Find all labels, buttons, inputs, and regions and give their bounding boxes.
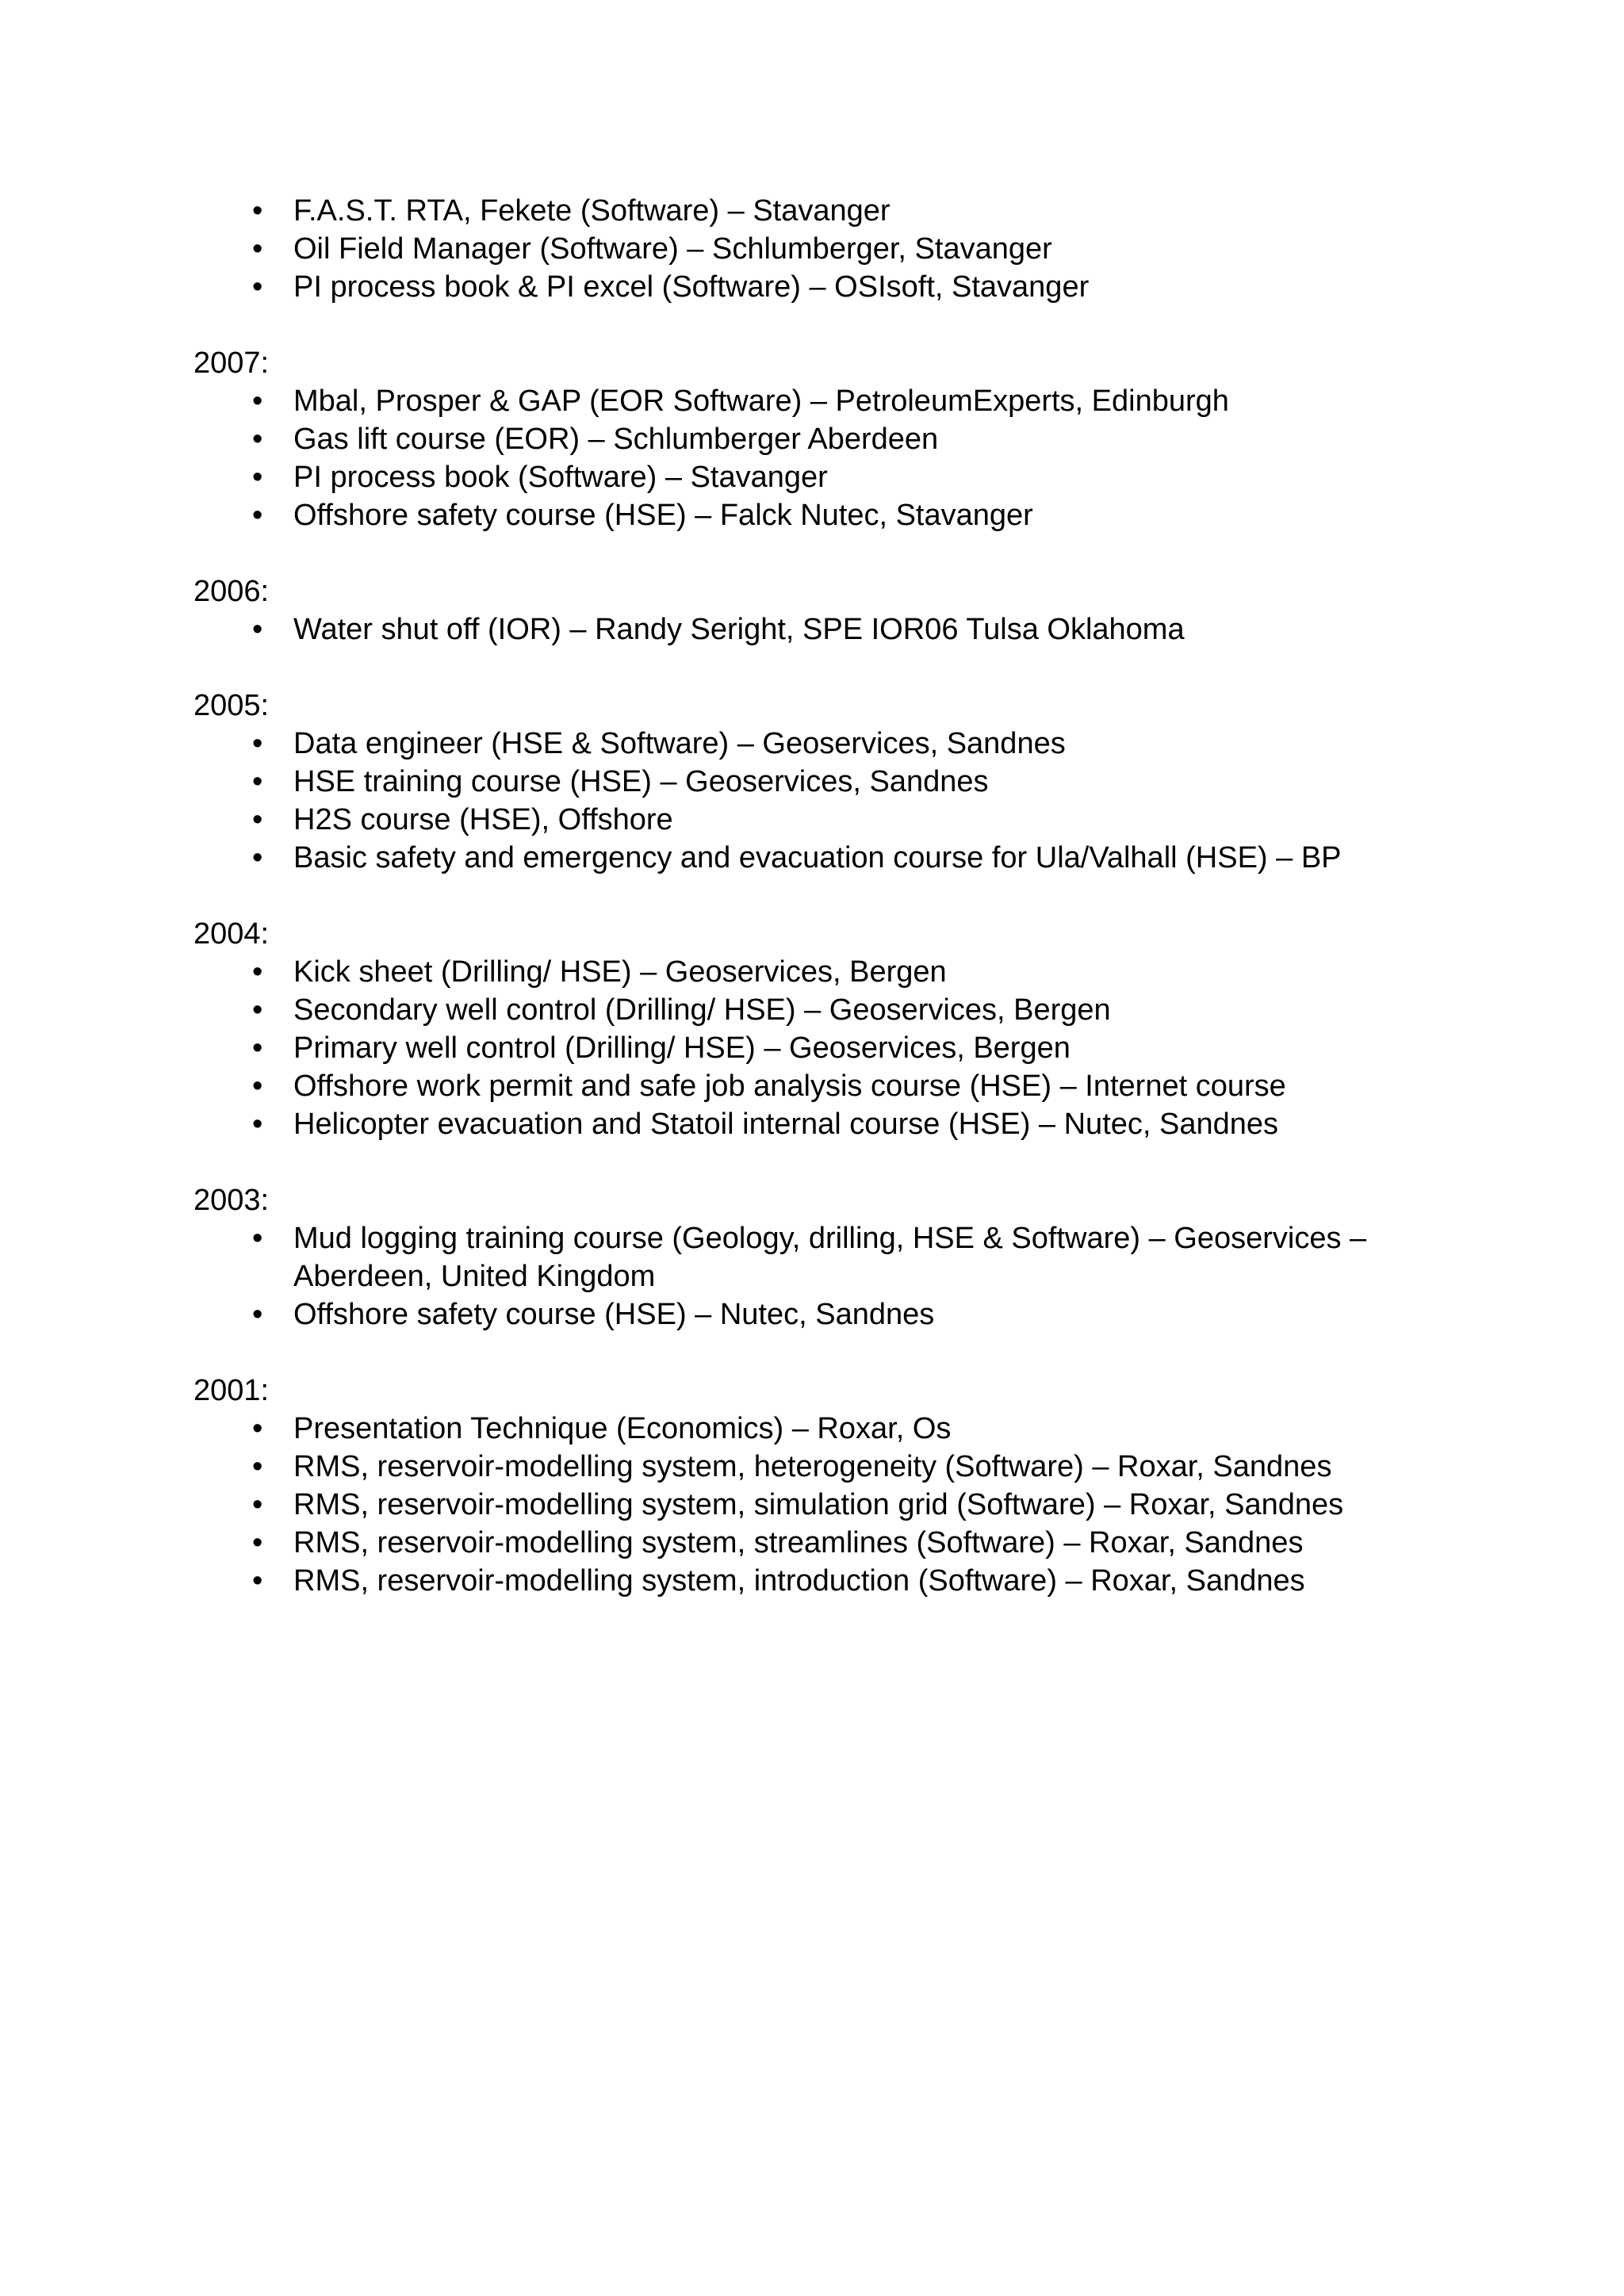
year-heading-2001: 2001: <box>193 1374 270 1407</box>
list-item <box>193 1524 1431 1562</box>
course-entry: Mud logging training course (Geology, drilling, HSE & Software) – Geoservices – Aberdeen, United Kingdom <box>293 1222 1367 1293</box>
course-entry: Helicopter evacuation and Statoil internal course (HSE) – Nutec, Sandnes <box>293 1108 1279 1141</box>
course-entry: Data engineer (HSE & Software) – Geoservices, Sandnes <box>293 727 1066 760</box>
bullet-icon: • <box>252 955 263 989</box>
bullet-icon: • <box>252 1488 263 1521</box>
bullet-icon: • <box>252 1564 263 1598</box>
list-item <box>193 1105 1431 1143</box>
course-entry: Basic safety and emergency and evacuation course for Ula/Valhall (HSE) – BP <box>293 841 1342 874</box>
bullet-icon: • <box>252 423 263 456</box>
bullet-icon: • <box>252 1031 263 1065</box>
bullet-icon: • <box>252 461 263 494</box>
bullet-icon: • <box>252 232 263 266</box>
bullet-icon: • <box>252 1222 263 1255</box>
course-entry: HSE training course (HSE) – Geoservices, Sandnes <box>293 765 989 798</box>
list-item <box>193 192 1431 230</box>
course-entry: RMS, reservoir-modelling system, streamlines (Software) – Roxar, Sandnes <box>293 1526 1304 1559</box>
course-entry: F.A.S.T. RTA, Fekete (Software) – Stavanger <box>293 194 891 228</box>
list-item <box>193 1067 1431 1105</box>
list-item <box>193 1562 1431 1600</box>
list-item <box>193 725 1431 763</box>
bullet-icon: • <box>252 499 263 532</box>
bullet-icon: • <box>252 385 263 418</box>
list-item <box>193 763 1431 801</box>
course-entry: Secondary well control (Drilling/ HSE) – Geoservices, Bergen <box>293 993 1111 1027</box>
course-entry: Offshore safety course (HSE) – Nutec, Sandnes <box>293 1298 935 1331</box>
bullet-icon: • <box>252 1450 263 1483</box>
course-entry: RMS, reservoir-modelling system, heterogeneity (Software) – Roxar, Sandnes <box>293 1450 1332 1483</box>
course-entry: Primary well control (Drilling/ HSE) – Geoservices, Bergen <box>293 1031 1071 1065</box>
course-entry: Gas lift course (EOR) – Schlumberger Aberdeen <box>293 423 939 456</box>
bullet-icon: • <box>252 1108 263 1141</box>
course-entry: Presentation Technique (Economics) – Roxar, Os <box>293 1412 952 1445</box>
bullet-icon: • <box>252 1298 263 1331</box>
list-item <box>193 1448 1431 1486</box>
course-entry: Oil Field Manager (Software) – Schlumberger, Stavanger <box>293 232 1052 266</box>
list-item <box>193 839 1431 877</box>
bullet-icon: • <box>252 841 263 874</box>
course-list-2004 <box>193 953 1431 1143</box>
list-item <box>193 1029 1431 1067</box>
course-list-2003 <box>193 1219 1431 1334</box>
list-item <box>193 1295 1431 1334</box>
course-entry: Kick sheet (Drilling/ HSE) – Geoservices, Bergen <box>293 955 947 989</box>
list-item <box>193 230 1431 268</box>
bullet-icon: • <box>252 1412 263 1445</box>
course-list-2007 <box>193 382 1431 534</box>
list-item <box>193 1486 1431 1524</box>
course-list-2005 <box>193 725 1431 877</box>
list-item <box>193 420 1431 458</box>
course-list-content <box>193 192 1431 1600</box>
list-item <box>193 953 1431 991</box>
course-entry: H2S course (HSE), Offshore <box>293 803 673 836</box>
bullet-icon: • <box>252 613 263 646</box>
year-heading-2003: 2003: <box>193 1184 270 1217</box>
list-item <box>193 801 1431 839</box>
bullet-icon: • <box>252 270 263 304</box>
course-entry: PI process book (Software) – Stavanger <box>293 461 828 494</box>
course-list-2001 <box>193 1410 1431 1600</box>
year-heading-2006: 2006: <box>193 575 270 608</box>
bullet-icon: • <box>252 727 263 760</box>
course-entry: RMS, reservoir-modelling system, introduction (Software) – Roxar, Sandnes <box>293 1564 1305 1598</box>
bullet-icon: • <box>252 1070 263 1103</box>
course-entry: Water shut off (IOR) – Randy Seright, SPE IOR06 Tulsa Oklahoma <box>293 613 1185 646</box>
bullet-icon: • <box>252 1526 263 1559</box>
year-heading-2007: 2007: <box>193 346 270 380</box>
list-item <box>193 268 1431 306</box>
list-item <box>193 1219 1431 1295</box>
bullet-icon: • <box>252 803 263 836</box>
list-item <box>193 1410 1431 1448</box>
list-item <box>193 991 1431 1029</box>
intro-course-list <box>193 192 1431 306</box>
course-list-2006 <box>193 610 1431 649</box>
year-heading-2005: 2005: <box>193 689 270 722</box>
bullet-icon: • <box>252 765 263 798</box>
list-item <box>193 496 1431 534</box>
course-entry: RMS, reservoir-modelling system, simulation grid (Software) – Roxar, Sandnes <box>293 1488 1344 1521</box>
list-item <box>193 610 1431 649</box>
bullet-icon: • <box>252 993 263 1027</box>
course-entry: Mbal, Prosper & GAP (EOR Software) – PetroleumExperts, Edinburgh <box>293 385 1229 418</box>
list-item <box>193 458 1431 496</box>
bullet-icon: • <box>252 194 263 228</box>
course-entry: Offshore safety course (HSE) – Falck Nutec, Stavanger <box>293 499 1033 532</box>
list-item <box>193 382 1431 420</box>
year-heading-2004: 2004: <box>193 917 270 951</box>
course-entry: PI process book & PI excel (Software) – OSIsoft, Stavanger <box>293 270 1090 304</box>
course-entry: Offshore work permit and safe job analysis course (HSE) – Internet course <box>293 1070 1286 1103</box>
